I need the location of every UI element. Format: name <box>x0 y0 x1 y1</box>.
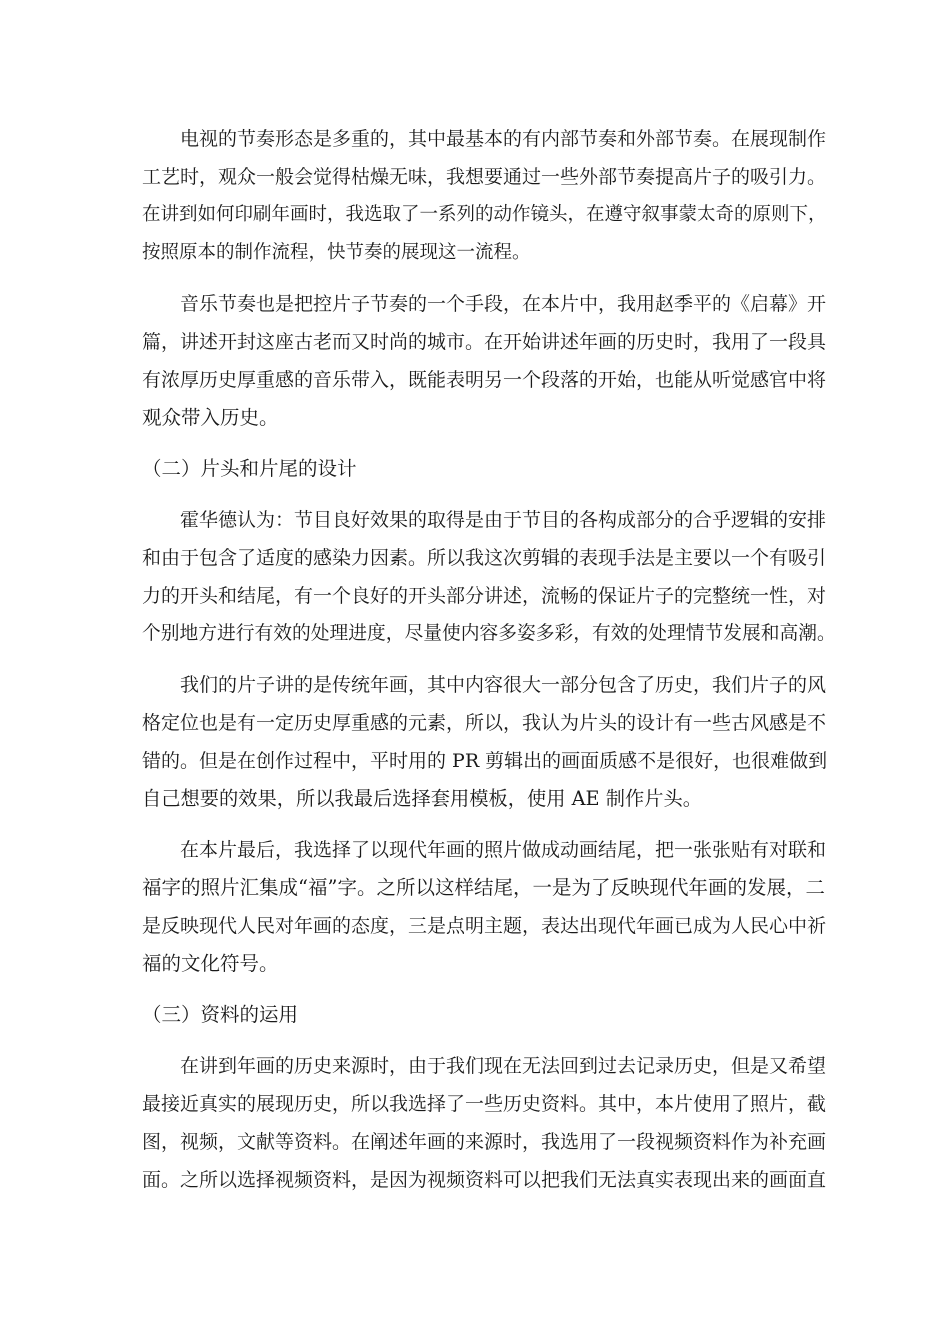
text-line: 自己想要的效果，所以我最后选择套用模板，使用 AE 制作片头。 <box>142 787 702 810</box>
text-line: 音乐节奏也是把控片子节奏的一个手段，在本片中，我用赵季平的《启幕》开 <box>180 293 827 315</box>
text-line: 在讲到年画的历史来源时，由于我们现在无法回到过去记录历史，但是又希望 <box>180 1055 827 1077</box>
text-line: 电视的节奏形态是多重的，其中最基本的有内部节奏和外部节奏。在展现制作 <box>180 128 827 150</box>
text-line: 在讲到如何印刷年画时，我选取了一系列的动作镜头，在遵守叙事蒙太奇的原则下， <box>142 204 827 225</box>
text-line: 工艺时，观众一般会觉得枯燥无味，我想要通过一些外部节奏提高片子的吸引力。 <box>142 166 827 188</box>
text-line: 按照原本的制作流程，快节奏的展现这一流程。 <box>142 242 531 263</box>
text-line: 个别地方进行有效的处理进度，尽量使内容多姿多彩，有效的处理情节发展和高潮。 <box>142 623 836 644</box>
text-line: 格定位也是有一定历史厚重感的元素，所以，我认为片头的设计有一些古风感是不 <box>142 712 827 734</box>
text-line: 观众带入历史。 <box>142 406 279 429</box>
text-line: 最接近真实的展现历史，所以我选择了一些历史资料。其中，本片使用了照片，截 <box>142 1093 827 1115</box>
text-line: 福字的照片汇集成“福”字。之所以这样结尾，一是为了反映现代年画的发展，二 <box>142 876 825 899</box>
text-line: 面。之所以选择视频资料，是因为视频资料可以把我们无法真实表现出来的画面直 <box>142 1169 827 1191</box>
section-heading: （二）片头和片尾的设计 <box>142 457 357 480</box>
text-line: 图，视频，文献等资料。在阐述年画的来源时，我选用了一段视频资料作为补充画 <box>142 1131 827 1153</box>
text-line: 我们的片子讲的是传统年画，其中内容很大一部分包含了历史，我们片子的风 <box>180 674 827 696</box>
text-line: 和由于包含了适度的感染力因素。所以我这次剪辑的表现手法是主要以一个有吸引 <box>142 547 827 569</box>
text-line: 错的。但是在创作过程中，平时用的 PR 剪辑出的画面质感不是很好，也很难做到 <box>142 750 828 772</box>
text-line: 篇，讲述开封这座古老而又时尚的城市。在开始讲述年画的历史时，我用了一段具 <box>142 331 827 353</box>
text-line: 力的开头和结尾，有一个良好的开头部分讲述，流畅的保证片子的完整统一性，对 <box>142 585 827 607</box>
text-line: 有浓厚历史厚重感的音乐带入，既能表明另一个段落的开始，也能从听觉感官中将 <box>142 369 827 391</box>
text-line: 福的文化符号。 <box>142 952 279 975</box>
text-line: 是反映现代人民对年画的态度，三是点明主题，表达出现代年画已成为人民心中祈 <box>142 915 827 937</box>
text-line: 霍华德认为：节目良好效果的取得是由于节目的各构成部分的合乎逻辑的安排 <box>180 509 827 531</box>
section-heading: （三）资料的运用 <box>142 1003 299 1026</box>
text-line: 在本片最后，我选择了以现代年画的照片做成动画结尾，把一张张贴有对联和 <box>180 839 827 861</box>
